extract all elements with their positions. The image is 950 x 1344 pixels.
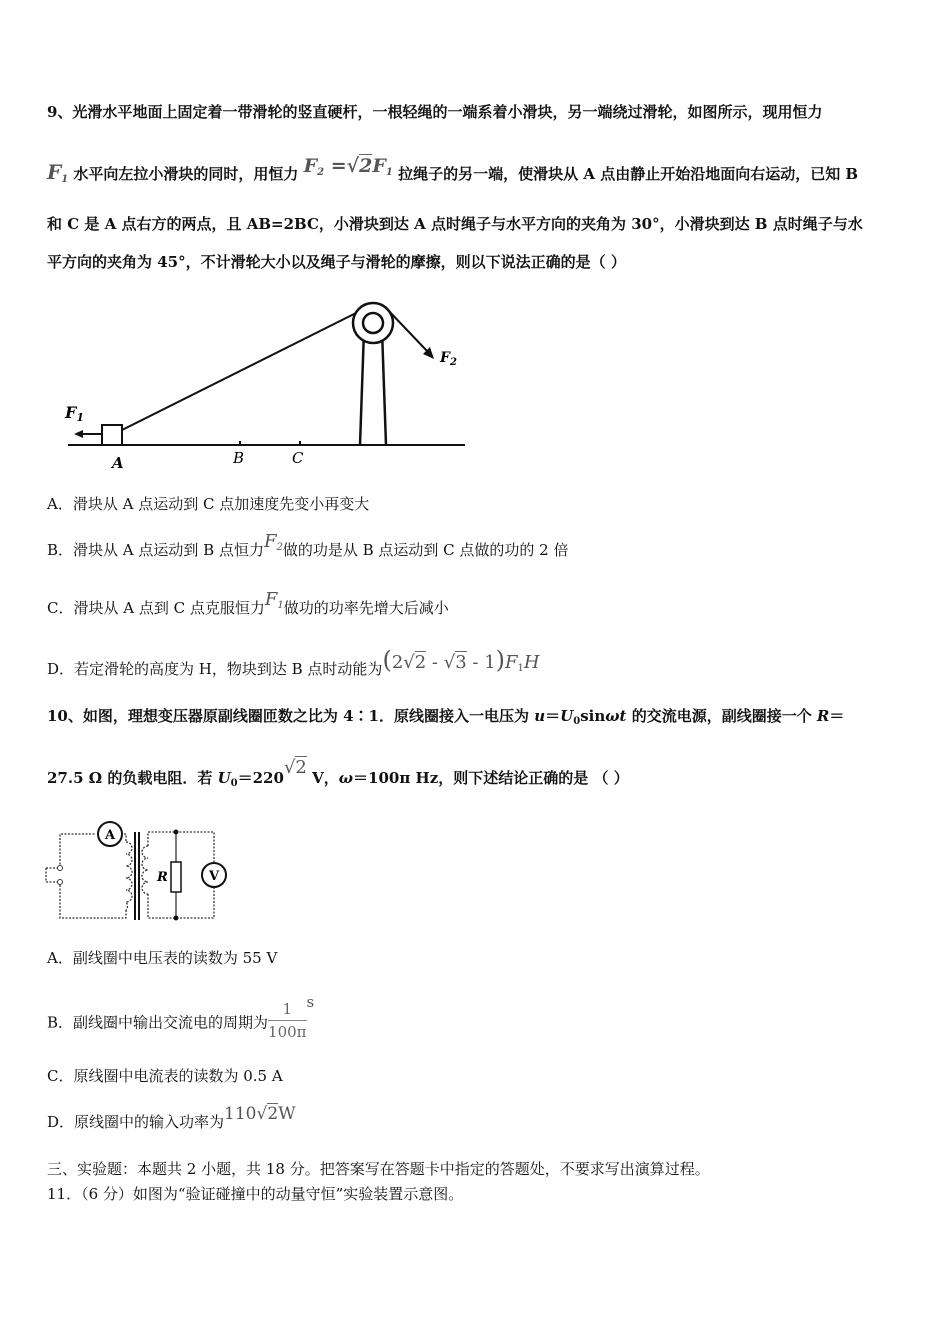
q9-option-b: B．滑块从 A 点运动到 B 点恒力$F_2$做的功是从 B 点运动到 C 点做的功的 2 倍 (47, 531, 569, 559)
voltmeter-label: V (209, 869, 220, 884)
secondary-top (148, 832, 214, 862)
q9-option-a: A．滑块从 A 点运动到 C 点加速度先变小再变大 (47, 495, 370, 513)
q9-option-d: D．若定滑轮的高度为 H，物块到达 B 点时动能为$(2√2 - √3 - 1)F_1H$ (47, 646, 540, 678)
q9-line2-text-a: 水平向左拉小滑块的同时，用恒力 (73, 165, 299, 183)
resistor-icon (171, 862, 181, 892)
q9-line1: 9、光滑水平地面上固定着一带滑轮的竖直硬杆，一根轻绳的一端系着小滑块，另一端绕过滑轮，如图所示，现用恒力 (47, 103, 823, 121)
q9-line4: 平方向的夹角为 45°，不计滑轮大小以及绳子与滑轮的摩擦，则以下说法正确的是（ ） (47, 253, 626, 271)
q10-option-c: C．原线圈中电流表的读数为 0.5 A (47, 1067, 283, 1085)
q9-pulley-figure (60, 290, 480, 480)
resistor-label: R (157, 870, 168, 885)
f2-equation: $F_2 =√2F_1$ (303, 155, 393, 178)
rod-left (360, 330, 364, 445)
label-c: C (292, 449, 304, 467)
f2-label: $F_2$ (440, 350, 457, 368)
rod-right (382, 330, 386, 445)
primary-terminal-top (58, 866, 63, 871)
q10-option-d: D．原线圈中的输入功率为110√2W (47, 1104, 296, 1131)
q10-option-a: A．副线圈中电压表的读数为 55 V (47, 949, 278, 967)
secondary-coil (142, 846, 148, 894)
ammeter-label: A (105, 828, 116, 843)
q9-line2 (47, 155, 859, 190)
q9-option-c: C．滑块从 A 点到 C 点克服恒力$F_1$做功的功率先增大后减小 (47, 589, 449, 617)
q9-line2-text-b: 拉绳子的另一端，使滑块从 A 点由静止开始沿地面向右运动，已知 B (398, 165, 859, 183)
period-fraction: $\frac{1}{100\pi}$ (268, 1000, 307, 1041)
primary-coil (126, 842, 132, 910)
node-top (174, 830, 179, 835)
primary-terminal-bottom (58, 880, 63, 885)
primary-circuit (60, 834, 96, 868)
node-bottom (174, 916, 179, 921)
label-a: A (112, 454, 124, 472)
rope-to-block (122, 308, 366, 430)
f1-label: F1 (65, 403, 85, 424)
label-b: B (233, 449, 245, 467)
f1-arrowhead (74, 430, 83, 438)
q10-line2: 27.5 Ω 的负载电阻．若 $U_0=220√2$ V，ω＝100π Hz，则下述结论正确的是 （ ） (47, 757, 629, 789)
primary-circuit-top (124, 834, 126, 842)
q10-line1: 10、如图，理想变压器原副线圈匝数之比为 4∶1．原线圈接入一电压为 $u=U_0\sin\omega t$ 的交流电源，副线圈接一个 R＝ (47, 707, 845, 727)
q11-text: 11．（6 分）如图为“验证碰撞中的动量守恒”实验装置示意图。 (47, 1185, 464, 1203)
q10-transformer-figure (42, 820, 242, 925)
q9-line3: 和 C 是 A 点右方的两点，且 AB=2BC，小滑块到达 A 点时绳子与水平方向的夹角为 30°，小滑块到达 B 点时绳子与水 (47, 215, 863, 233)
q10-option-b: B．副线圈中输出交流电的周期为 $\frac{1}{100\pi}$ s (47, 993, 315, 1041)
section-3-heading: 三、实验题：本题共 2 小题，共 18 分。把答案写在答题卡中指定的答题处，不要求写出演算过程。 (47, 1160, 710, 1178)
slider-block (102, 425, 122, 445)
primary-circuit-bottom (60, 882, 126, 918)
f1-symbol: $F_1$ (47, 160, 69, 185)
